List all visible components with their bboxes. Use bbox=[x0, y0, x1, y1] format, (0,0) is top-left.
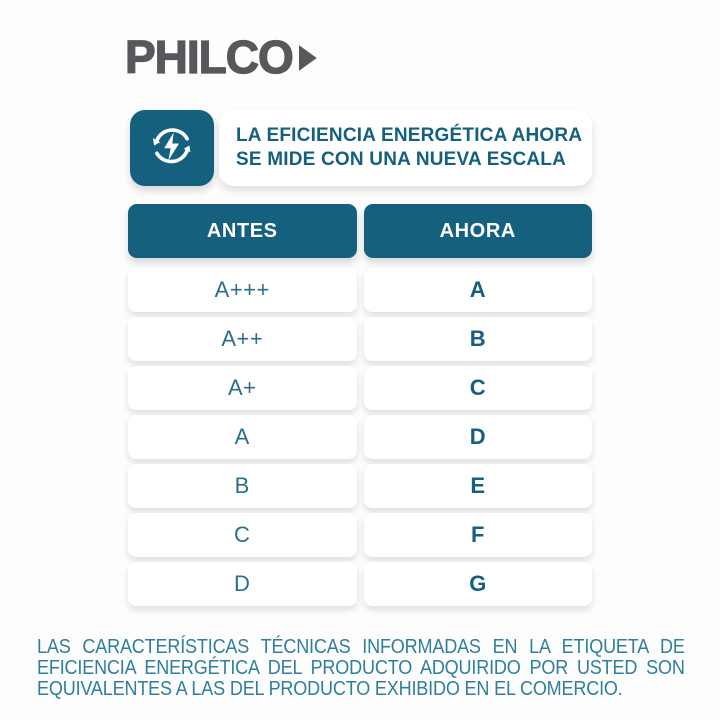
table-row bbox=[128, 513, 592, 557]
legal-note-line3: EQUIVALENTES A LAS DEL PRODUCTO EXHIBIDO EN EL COMERCIO. bbox=[37, 677, 623, 700]
cell-old-rating: B bbox=[128, 464, 357, 508]
cell-new-rating: D bbox=[364, 415, 593, 459]
hero-title-box bbox=[219, 110, 592, 186]
legal-note-text bbox=[37, 636, 685, 699]
hero-title-line2: SE MIDE CON UNA NUEVA ESCALA bbox=[236, 149, 567, 170]
refresh-energy-icon bbox=[144, 118, 200, 179]
cell-new-rating: C bbox=[364, 366, 593, 410]
hero-icon-box bbox=[130, 110, 214, 186]
hero-banner bbox=[130, 110, 592, 186]
table-row bbox=[128, 317, 592, 361]
cell-new-rating: A bbox=[364, 268, 593, 312]
table-body bbox=[128, 268, 592, 606]
cell-old-rating: A bbox=[128, 415, 357, 459]
cell-old-rating: D bbox=[128, 562, 357, 606]
cell-new-rating: G bbox=[364, 562, 593, 606]
right-arrow-icon bbox=[299, 45, 317, 71]
table-row bbox=[128, 415, 592, 459]
hero-title-line1: LA EFICIENCIA ENERGÉTICA AHORA bbox=[236, 125, 583, 147]
energy-scale-table bbox=[128, 204, 592, 611]
table-row bbox=[128, 562, 592, 606]
cell-new-rating: E bbox=[364, 464, 593, 508]
table-row bbox=[128, 268, 592, 312]
cell-old-rating: A+ bbox=[128, 366, 357, 410]
cell-new-rating: F bbox=[364, 513, 593, 557]
cell-old-rating: A+++ bbox=[128, 268, 357, 312]
table-row bbox=[128, 366, 592, 410]
legal-note-line1: LAS CARACTERÍSTICAS TÉCNICAS INFORMADAS EN LA ETIQUETA DE bbox=[37, 635, 685, 658]
cell-old-rating: A++ bbox=[128, 317, 357, 361]
philco-logo-text: PHILCO bbox=[125, 31, 293, 83]
table-header-row bbox=[128, 204, 592, 258]
cell-new-rating: B bbox=[364, 317, 593, 361]
table-row bbox=[128, 464, 592, 508]
column-header-ahora: AHORA bbox=[364, 204, 593, 258]
legal-note-line2: EFICIENCIA ENERGÉTICA DEL PRODUCTO ADQUIRIDO POR USTED SON bbox=[37, 656, 685, 679]
philco-logo bbox=[125, 31, 317, 83]
legal-note bbox=[37, 636, 685, 699]
column-header-antes: ANTES bbox=[128, 204, 357, 258]
cell-old-rating: C bbox=[128, 513, 357, 557]
